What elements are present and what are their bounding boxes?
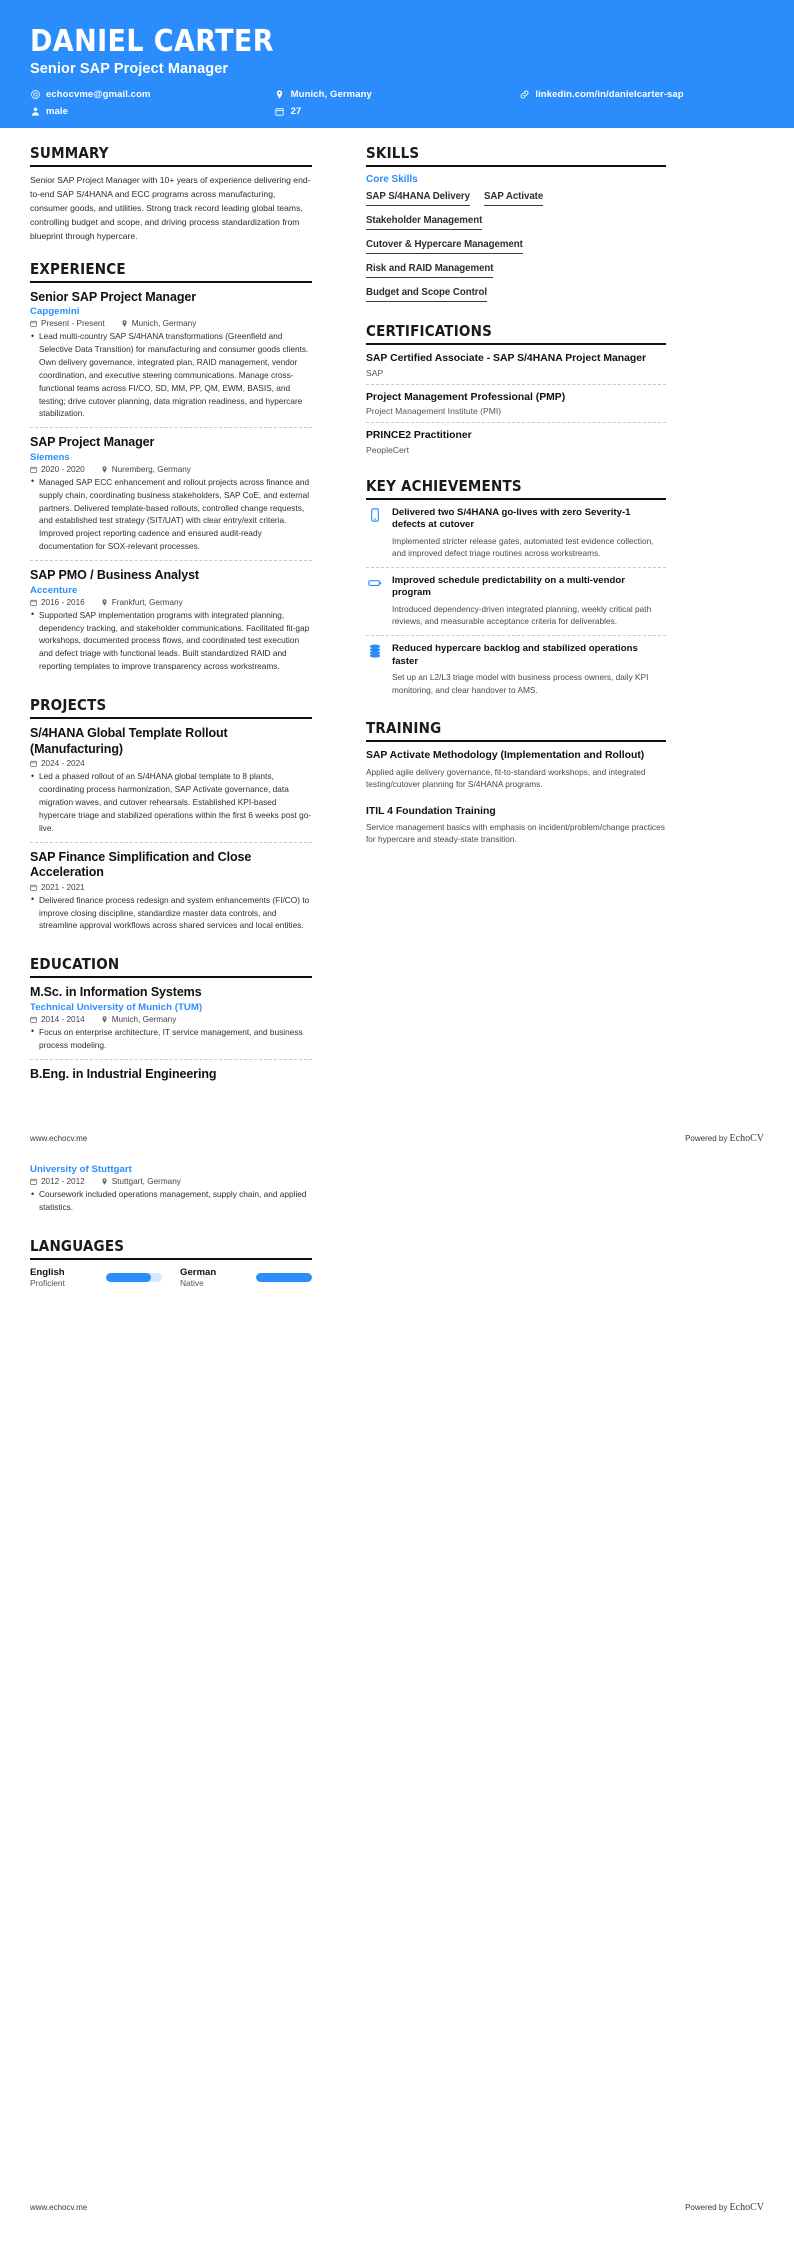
certifications-heading: CERTIFICATIONS: [366, 322, 666, 345]
education-entry: [30, 1164, 312, 1221]
mobile-phone-icon: [366, 507, 383, 524]
candidate-title: Senior SAP Project Manager: [30, 60, 229, 77]
location-icon: [101, 1178, 108, 1185]
project-name: S/4HANA Global Template Rollout (Manufacturing): [30, 725, 228, 756]
language-proficiency-fill: [256, 1273, 312, 1282]
education-location: [101, 1177, 181, 1186]
experience-organization: Accenture: [30, 584, 78, 596]
contact-email-text: echocvme@gmail.com: [46, 88, 151, 100]
education-bullets: [30, 1188, 312, 1214]
calendar-icon: [30, 760, 37, 767]
section-education: [30, 955, 312, 1082]
experience-role: Senior SAP Project Manager: [30, 289, 196, 304]
experience-location-text: Nuremberg, Germany: [111, 464, 191, 474]
achievement-body: [392, 507, 666, 560]
experience-organization: Capgemini: [30, 306, 80, 318]
training-description: Service management basics with emphasis on incident/problem/change practices for hypercare and steady-state transition.: [366, 822, 665, 845]
contact-gender: [30, 106, 275, 117]
certification-item: [366, 429, 666, 461]
training-title: ITIL 4 Foundation Training: [366, 805, 496, 817]
project-meta: [30, 883, 312, 892]
languages-list: [30, 1267, 312, 1288]
footer-url[interactable]: www.echocv.me: [30, 2203, 88, 2212]
experience-bullets: [30, 330, 312, 420]
person-icon: [30, 106, 40, 116]
calendar-icon: [30, 884, 37, 891]
calendar-icon: [30, 1178, 37, 1185]
achievement-body: [392, 643, 666, 696]
experience-role: SAP Project Manager: [30, 435, 155, 450]
certification-item: [366, 391, 666, 424]
experience-bullets: [30, 609, 312, 673]
experience-meta: [30, 598, 312, 607]
education-location-text: Munich, Germany: [111, 1014, 177, 1024]
experience-location-text: Frankfurt, Germany: [111, 597, 183, 607]
certification-issuer: Project Management Institute (PMI): [366, 406, 502, 417]
experience-location-text: Munich, Germany: [131, 319, 197, 329]
calendar-icon: [30, 599, 37, 606]
project-meta: [30, 759, 312, 768]
education-bullet: • Focus on enterprise architecture, IT service management, and business process modeling.: [30, 1026, 312, 1052]
education-meta: [30, 1177, 312, 1186]
page-2-content: [0, 1164, 794, 1288]
key-achievements-heading: KEY ACHIEVEMENTS: [366, 477, 666, 500]
project-dates-text: 2021 - 2021: [41, 882, 85, 892]
section-languages: [30, 1237, 312, 1288]
language-level: Proficient: [30, 1278, 65, 1289]
education-entry: [30, 985, 312, 1059]
calendar-icon: [275, 106, 285, 116]
training-item: [366, 805, 666, 853]
left-column: [30, 144, 330, 1098]
skills-list-rest: [366, 210, 666, 306]
contact-linkedin-text: linkedin.com/in/danielcarter-sap: [535, 88, 684, 100]
certification-item: [366, 352, 666, 385]
project-dates: [30, 883, 85, 892]
education-location-text: Stuttgart, Germany: [111, 1177, 181, 1187]
project-bullets: [30, 894, 312, 933]
experience-heading: EXPERIENCE: [30, 260, 312, 283]
right-column: [366, 144, 666, 1098]
language-item: [180, 1267, 312, 1288]
footer-brand-name: EchoCV: [729, 2202, 764, 2213]
experience-bullet: • Managed SAP ECC enhancement and rollout projects across finance and supply chain, coordinating business stakeholders, SAP CoE, and external partners. Delivered template-based rollouts, controlled change requests, and established test strategy (SIT/UAT) with clear entry/exit criteria. Improved project reporting cadence and ensured audit-ready documentation for SOX-relevant processes.: [30, 476, 312, 553]
experience-dates-text: Present - Present: [41, 319, 105, 329]
experience-location: [101, 465, 191, 474]
email-icon: [30, 89, 40, 99]
experience-entry: [30, 290, 312, 429]
contact-linkedin[interactable]: [519, 89, 764, 100]
language-name: German: [180, 1267, 217, 1279]
experience-meta: [30, 465, 312, 474]
education-school: Technical University of Munich (TUM): [30, 1001, 203, 1013]
resume-body: [0, 128, 794, 1098]
achievement-title: Improved schedule predictability on a multi-vendor program: [392, 574, 625, 599]
battery-icon: [366, 575, 383, 592]
section-experience: [30, 260, 312, 680]
contact-location: [275, 89, 520, 100]
database-icon: [366, 643, 383, 660]
language-proficiency-bar: [106, 1273, 162, 1282]
skill-tag: Risk and RAID Management: [366, 260, 493, 278]
section-education-continued: [30, 1164, 312, 1221]
experience-role: SAP PMO / Business Analyst: [30, 568, 199, 583]
page-footer: [30, 1127, 764, 1144]
section-projects: [30, 696, 312, 939]
training-item: [366, 749, 666, 797]
education-dates-text: 2014 - 2014: [41, 1014, 85, 1024]
section-certifications: [366, 322, 666, 461]
achievement-item: [366, 643, 666, 703]
language-proficiency-bar: [256, 1273, 312, 1282]
education-heading: EDUCATION: [30, 955, 312, 978]
projects-heading: PROJECTS: [30, 696, 312, 719]
section-key-achievements: [366, 477, 666, 704]
achievement-title: Reduced hypercare backlog and stabilized operations faster: [392, 642, 638, 667]
skill-tag: Budget and Scope Control: [366, 284, 487, 302]
education-meta: [30, 1015, 312, 1024]
achievement-body: [392, 575, 666, 628]
training-description: Applied agile delivery governance, fit-to-standard workshops, and integrated testing/cutover planning for S/4HANA programs.: [366, 766, 646, 790]
education-degree: B.Eng. in Industrial Engineering: [30, 1066, 217, 1081]
page-footer: [30, 2196, 764, 2213]
experience-bullet: • Supported SAP implementation programs with integrated planning, dependency tracking, and stakeholder communications. Facilitated fit-gap workshops, documented process flows, and coordinated test execution and defect triage with functional leads. Built standardized RAID and reporting templates to improve transparency across workstreams.: [30, 609, 312, 673]
footer-powered-prefix: Powered by: [685, 1134, 730, 1143]
summary-heading: SUMMARY: [30, 144, 312, 167]
experience-entry: [30, 568, 312, 680]
experience-entry: [30, 435, 312, 561]
contact-age: [275, 106, 520, 117]
experience-dates: [30, 598, 85, 607]
section-summary: [30, 144, 312, 244]
candidate-name: DANIEL CARTER: [30, 24, 274, 59]
certification-name: PRINCE2 Practitioner: [366, 430, 472, 442]
project-bullet: • Led a phased rollout of an S/4HANA global template to 8 plants, coordinating process harmonization, SAP Activate governance, data migration waves, and cutover rehearsals. Established KPI-based hypercare triage and stabilized operations within the first 6 weeks post go-live.: [30, 770, 312, 834]
certification-name: Project Management Professional (PMP): [366, 391, 566, 403]
section-training: [366, 719, 666, 853]
language-text: [180, 1267, 248, 1288]
summary-text: Senior SAP Project Manager with 10+ years of experience delivering end-to-end SAP S/4HANA and ECC programs across manufacturing, consumer goods, and utilities. Strong track record leading global teams, controlling budget and scope, and driving process standardization from blueprint through hypercare.: [30, 175, 311, 241]
education-dates-text: 2012 - 2012: [41, 1177, 85, 1187]
experience-organization: Siemens: [30, 451, 70, 463]
achievement-description: Set up an L2/L3 triage model with business process owners, daily KPI monitoring, and clear handover to AMS.: [392, 672, 649, 695]
project-bullet: • Delivered finance process redesign and system enhancements (FI/CO) to improve closing discipline, standardize master data controls, and streamline approval workflows across shared services and local entities.: [30, 894, 312, 933]
achievement-description: Introduced dependency-driven integrated planning, weekly critical path reviews, and measurable acceptance criteria for deliverables.: [392, 604, 652, 627]
footer-powered-prefix: Powered by: [685, 2203, 730, 2212]
achievement-item: [366, 575, 666, 636]
skills-heading: SKILLS: [366, 144, 666, 167]
training-heading: TRAINING: [366, 719, 666, 742]
experience-bullets: [30, 476, 312, 553]
education-location: [101, 1015, 177, 1024]
contact-gender-text: male: [46, 105, 69, 117]
education-dates: [30, 1177, 85, 1186]
contact-location-text: Munich, Germany: [290, 88, 372, 100]
experience-dates: [30, 319, 105, 328]
education-degree: M.Sc. in Information Systems: [30, 985, 202, 1000]
footer-brand: [685, 1133, 764, 1144]
footer-url[interactable]: www.echocv.me: [30, 1134, 88, 1143]
skill-tag: SAP Activate: [484, 188, 543, 206]
experience-location: [121, 319, 197, 328]
education-bullets: [30, 1026, 312, 1052]
project-bullets: [30, 770, 312, 834]
language-item: [30, 1267, 162, 1288]
language-name: English: [30, 1267, 65, 1279]
link-icon: [519, 89, 529, 99]
project-dates-text: 2024 - 2024: [41, 759, 85, 769]
experience-meta: [30, 319, 312, 328]
languages-heading: LANGUAGES: [30, 1237, 312, 1260]
project-entry: [30, 726, 312, 843]
language-text: [30, 1267, 98, 1288]
experience-bullet: • Lead multi-country SAP S/4HANA transformations (Greenfield and Selective Data Transition) for manufacturing and consumer goods clients. Own delivery governance, integrated plan, RAID management, vendor coordination, and executive steering communications. Manage cross-functional teams across FI/CO, SD, MM, PP, QM, EWM, BASIS, and testing; drive cutover planning, data migration readiness, and hypercare stabilization.: [30, 330, 312, 420]
calendar-icon: [30, 320, 37, 327]
skill-tag: SAP S/4HANA Delivery: [366, 188, 470, 206]
footer-brand: [685, 2202, 764, 2213]
contact-email[interactable]: [30, 89, 275, 100]
skills-group-title: Core Skills: [366, 174, 418, 185]
location-icon: [275, 89, 285, 99]
achievement-item: [366, 507, 666, 568]
education-dates: [30, 1015, 85, 1024]
section-skills: [366, 144, 666, 306]
certification-name: SAP Certified Associate - SAP S/4HANA Project Manager: [366, 353, 647, 364]
education-school: University of Stuttgart: [30, 1164, 132, 1176]
skill-tag: Stakeholder Management: [366, 212, 482, 230]
location-icon: [101, 466, 108, 473]
language-proficiency-fill: [106, 1273, 151, 1282]
certification-issuer: PeopleCert: [366, 444, 409, 455]
education-bullet: • Coursework included operations management, supply chain, and applied statistics.: [30, 1188, 312, 1214]
experience-dates-text: 2020 - 2020: [41, 464, 85, 474]
location-icon: [101, 599, 108, 606]
resume-header: [0, 0, 794, 128]
calendar-icon: [30, 1016, 37, 1023]
contact-grid: [30, 89, 764, 117]
calendar-icon: [30, 466, 37, 473]
location-icon: [101, 1016, 108, 1023]
experience-dates: [30, 465, 85, 474]
project-dates: [30, 759, 85, 768]
location-icon: [121, 320, 128, 327]
contact-age-text: 27: [290, 105, 302, 117]
training-title: SAP Activate Methodology (Implementation and Rollout): [366, 750, 645, 762]
achievement-title: Delivered two S/4HANA go-lives with zero Severity-1 defects at cutover: [392, 506, 631, 531]
language-level: Native: [180, 1278, 204, 1289]
project-entry: [30, 850, 312, 940]
experience-dates-text: 2016 - 2016: [41, 597, 85, 607]
skill-tag: Cutover & Hypercare Management: [366, 236, 523, 254]
project-name: SAP Finance Simplification and Close Acceleration: [30, 849, 252, 880]
page-2-left-column: [30, 1164, 330, 1288]
achievement-description: Implemented stricter release gates, automated test evidence collection, and improved defect triage routines across workstreams.: [392, 535, 654, 559]
skills-list: [366, 188, 666, 210]
certification-issuer: SAP: [366, 367, 384, 378]
education-entry-partial: [30, 1067, 312, 1083]
footer-brand-name: EchoCV: [729, 1133, 764, 1144]
experience-location: [101, 598, 183, 607]
